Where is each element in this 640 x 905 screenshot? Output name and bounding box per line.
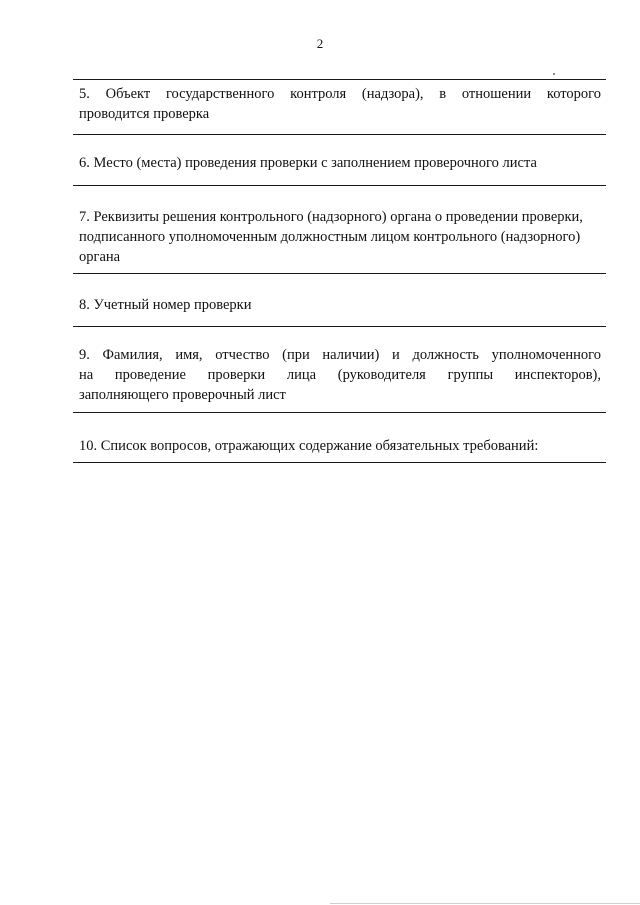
item-9-line3: заполняющего проверочный лист: [79, 387, 286, 403]
page-number: 2: [316, 36, 324, 51]
field-rule: [73, 185, 606, 186]
item-7-text: 7. Реквизиты решения контрольного (надзорного) органа о проведении проверки, подписанного уполномоченным должностным лицом контрольного (надзорного) органа: [79, 209, 583, 265]
item-9-line2: на проведение проверки лица (руководителя группы инспекторов),: [79, 367, 601, 383]
field-rule: [73, 462, 606, 463]
item-9-line1: 9. Фамилия, имя, отчество (при наличии) и должность уполномоченного: [79, 347, 601, 363]
field-rule: [73, 273, 606, 274]
item-9-text: [79, 345, 601, 405]
item-5-text: [79, 84, 601, 124]
item-10-text: 10. Список вопросов, отражающих содержание обязательных требований:: [79, 438, 539, 454]
scan-edge: [330, 903, 640, 904]
field-rule: [73, 79, 606, 80]
field-rule: [73, 134, 606, 135]
field-rule: [73, 412, 606, 413]
item-6-text: 6. Место (места) проведения проверки с заполнением проверочного листа: [79, 155, 537, 171]
item-8-text: 8. Учетный номер проверки: [79, 297, 252, 313]
field-rule: [73, 326, 606, 327]
item-5-line1: 5. Объект государственного контроля (надзора), в отношении которого: [79, 86, 601, 102]
item-5-line2: проводится проверка: [79, 106, 210, 122]
stray-mark: [553, 73, 555, 75]
